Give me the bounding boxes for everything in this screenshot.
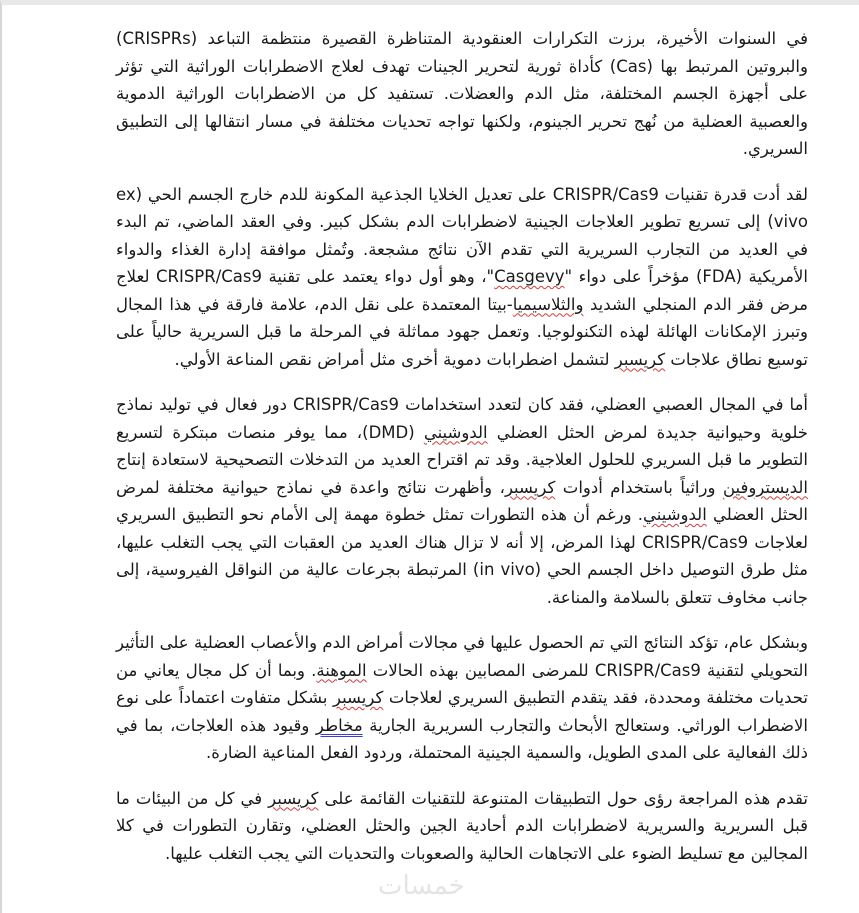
text-run: ، وأظهرت نتائج واعدة في نماذج حيوانية مختلفة لمرض الحثل العضلي [116, 477, 809, 524]
text-run: بشكل متفاوت اعتماداً على نوع الاضطراب الوراثي. وستعالج الأبحاث والتجارب السريرية الجارية [116, 688, 808, 735]
text-run: وقيود هذه العلاجات، بما في ذلك الفعالية على المدى الطويل، والسمية الجينية المحتملة، وردود الفعل المناعية الضارة. [116, 715, 808, 762]
spelling-error-word[interactable]: الدوشيني [643, 505, 707, 524]
spelling-error-word[interactable]: الديستروفين [722, 477, 808, 497]
text-run: تقدم هذه المراجعة رؤى حول التطبيقات المتنوعة للتقنيات القائمة على [318, 788, 808, 808]
spelling-error-word[interactable]: كريسبر [614, 349, 666, 369]
spelling-error-word[interactable]: Casgevy [494, 267, 565, 286]
spelling-error-word[interactable]: والثلاسيميا [512, 294, 584, 314]
text-run: وراثياً باستخدام أدوات [555, 477, 723, 497]
text-run: لقد أدت قدرة تقنيات CRISPR/Cas9 على تعديل الخلايا الجذعية المكونة للدم خارج الجسم الحي (ex vivo) إلى تسريع تطوير العلاجات الجينية لاضطرابات الدم بشكل كبير. وفي العقد الماضي، تم البدء في العديد من التجارب السريرية التي تقدم الآن نتائج مشجعة. وتُمثل موافقة إدارة الغذاء والدواء الأمريكية (FDA) مؤخراً على دواء " [116, 184, 808, 286]
text-run: وبشكل عام، تؤكد النتائج التي تم الحصول عليها في مجالات أمراض الدم والأعصاب العضلية على التأثير التحويلي لتقنية CRISPR/Cas9 للمرضى المصابين بهذه الحالات [116, 633, 808, 680]
spelling-error-word[interactable]: الموهنة [316, 660, 367, 680]
paragraph-4 [116, 629, 808, 767]
text-run: في السنوات الأخيرة، برزت التكرارات العنقودية المتناظرة القصيرة منتظمة التباعد (CRISPRs) والبروتين المرتبط بها (Cas) كأداة ثورية لتحرير الجينات تهدف لعلاج الاضطرابات الوراثية التي تؤثر على أجهزة الجسم المختلفة، مثل الدم والعضلات. تستفيد كل من الاضطرابات الوراثية الدموية والعصبية العضلية من نُهج تحرير الجينوم، ولكنها تواجه تحديات مختلفة في مسار انتقالها إلى التطبيق السريري. [116, 29, 808, 158]
text-run: -بيتا المعتمدة على نقل الدم، علامة فارقة في هذا المجال وتبرز الإمكانات الهائلة لهذه التكنولوجيا. وتعمل جهود مماثلة في المرحلة ما قبل السريرية حالياً على توسيع نطاق علاجات [116, 294, 808, 369]
text-run: . ورغم أن هذه التطورات تمثل خطوة مهمة إلى الأمام نحو التطبيق السريري لعلاجات CRISPR/Cas9 لهذا المرض، إلا أنه لا تزال هناك العديد من العقبات التي يجب التغلب عليها، مثل طرق التوصيل داخل الجسم الحي (in vivo) المرتبطة بجرعات عالية من النواقل الفيروسية، إلى جانب مخاوف تتعلق بالسلامة والمناعة. [116, 505, 809, 607]
paragraph-3 [116, 391, 808, 611]
spelling-error-word[interactable]: كريسبر [504, 477, 556, 497]
paragraph-2 [116, 181, 808, 374]
spelling-error-word[interactable]: كريسبر [332, 688, 384, 707]
watermark-logo: خمسات [378, 871, 465, 901]
text-run: (DMD)، مما يوفر منصات مبتكرة لتسريع التطوير ما قبل السريري للحلول العلاجية. وقد تم اقتراح العديد من التدخلات التصحيحية لاستعادة إنتاج [116, 422, 808, 469]
paragraph-5 [116, 785, 808, 868]
grammar-suggestion-word[interactable]: مخاطر [315, 715, 363, 735]
document-body[interactable] [116, 25, 808, 885]
spelling-error-word[interactable]: الدوشيني [423, 422, 488, 442]
text-run: أما في المجال العصبي العضلي، فقد كان لتعدد استخدامات CRISPR/Cas9 دور فعال في توليد نماذج خلوية وحيوانية جديدة لمرض الحثل العضلي [116, 395, 809, 442]
text-run: . وبما أن كل مجال يعاني من تحديات مختلفة ومحددة، فقد يتقدم التطبيق السريري لعلاجات [116, 660, 808, 707]
text-run: "، وهو أول دواء يعتمد على تقنية CRISPR/Cas9 لعلاج مرض فقر الدم المنجلي الشديد [116, 267, 808, 314]
spelling-error-word[interactable]: كريسبر [268, 788, 319, 808]
text-run: في كل من البيئات ما قبل السريرية والسريرية لاضطرابات الدم أحادية الجين والحثل العضلي، وتقارن التطورات في كلا المجالين مع تسليط الضوء على الاتجاهات الحالية والصعوبات والتحديات التي يجب التغلب عليها. [116, 788, 808, 863]
text-run: لتشمل اضطرابات دموية أخرى مثل أمراض نقص المناعة الأولي. [174, 349, 615, 369]
paragraph-1 [116, 25, 808, 163]
